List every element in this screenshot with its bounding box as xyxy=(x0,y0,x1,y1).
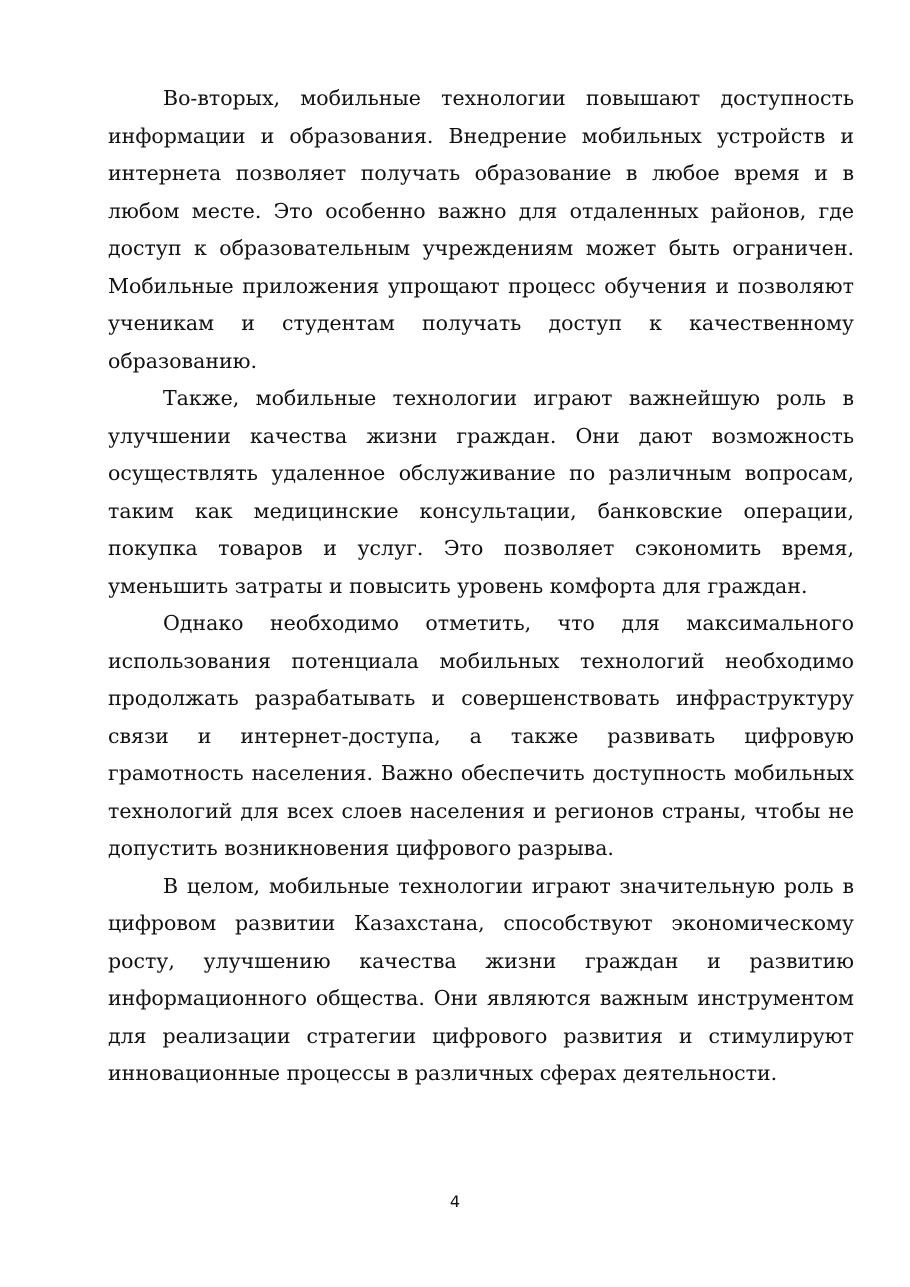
page-number: 4 xyxy=(449,1192,461,1211)
paragraph: Также, мобильные технологии играют важнейшую роль в улучшении качества жизни граждан. Они дают возможность осуществлять удаленное обслуживание по различным вопросам, таким как медицинские консультации, банковские операции, покупка товаров и услуг. Это позволяет сэкономить время, уменьшить затраты и повысить уровень комфорта для граждан. xyxy=(108,386,854,598)
paragraph: В целом, мобильные технологии играют значительную роль в цифровом развитии Казахстана, способствуют экономическому росту, улучшению качества жизни граждан и развитию информационного общества. Они являются важным инструментом для реализации стратегии цифрового развития и стимулируют инновационные процессы в различных сферах деятельности. xyxy=(108,873,854,1085)
document-body xyxy=(108,80,854,1093)
paragraph: Однако необходимо отметить, что для максимального использования потенциала мобильных технологий необходимо продолжать разрабатывать и совершенствовать инфраструктуру связи и интернет-доступа, а также развивать цифровую грамотность населения. Важно обеспечить доступность мобильных технологий для всех слоев населения и регионов страны, чтобы не допустить возникновения цифрового разрыва. xyxy=(108,611,854,860)
paragraph: Во-вторых, мобильные технологии повышают доступность информации и образования. Внедрение мобильных устройств и интернета позволяет получать образование в любое время и в любом месте. Это особенно важно для отдаленных районов, где доступ к образовательным учреждениям может быть ограничен. Мобильные приложения упрощают процесс обучения и позволяют ученикам и студентам получать доступ к качественному образованию. xyxy=(108,86,854,373)
